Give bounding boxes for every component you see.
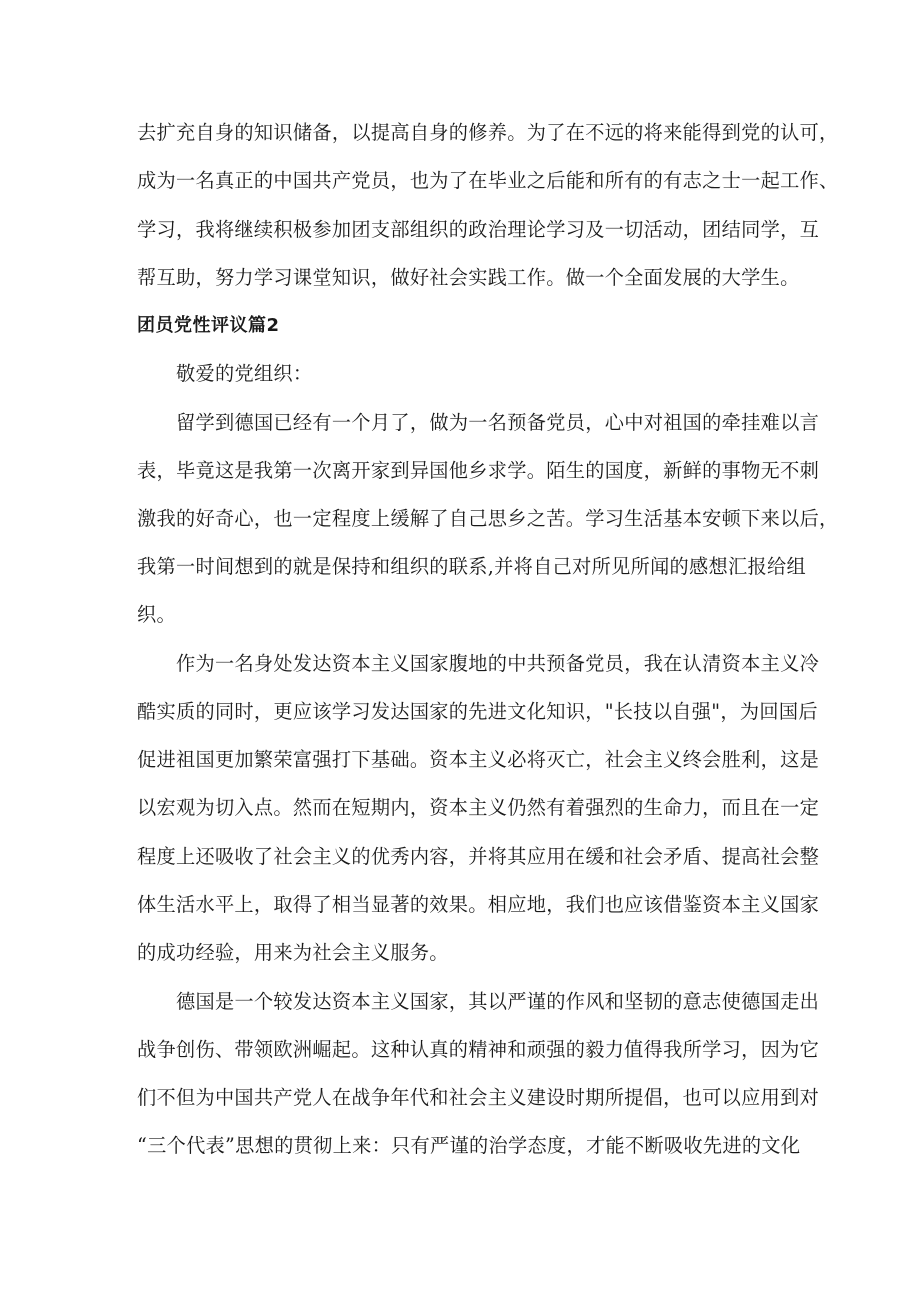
paragraph2-line: 酷实质的同时，更应该学习发达国家的先进文化知识，"长技以自强"，为回国后 <box>137 700 818 723</box>
paragraph2-line: 体生活水平上，取得了相当显著的效果。相应地，我们也应该借鉴资本主义国家 <box>137 893 820 916</box>
intro-line: 学习，我将继续积极参加团支部组织的政治理论学习及一切活动，团结同学，互 <box>137 218 820 241</box>
section-title: 团员党性评议篇2 <box>137 315 280 336</box>
paragraph2-line: 促进祖国更加繁荣富强打下基础。资本主义必将灭亡，社会主义终会胜利，这是 <box>137 748 820 771</box>
paragraph3-line: 战争创伤、带领欧洲崛起。这种认真的精神和顽强的毅力值得我所学习，因为它 <box>137 1038 820 1061</box>
paragraph1-line: 表，毕竟这是我第一次离开家到异国他乡求学。陌生的国度，新鲜的事物无不刺 <box>137 459 820 482</box>
paragraph2-line: 程度上还吸收了社会主义的优秀内容，并将其应用在缓和社会矛盾、提高社会整 <box>137 845 820 868</box>
paragraph1-line: 留学到德国已经有一个月了，做为一名预备党员，心中对祖国的牵挂难以言 <box>176 411 820 434</box>
paragraph3-line: 德国是一个较发达资本主义国家，其以严谨的作风和坚韧的意志使德国走出 <box>176 990 820 1013</box>
intro-line: 成为一名真正的中国共产党员，也为了在毕业之后能和所有的有志之士一起工作、 <box>137 169 839 192</box>
paragraph3-line: 们不但为中国共产党人在战争年代和社会主义建设时期所提倡，也可以应用到对 <box>137 1086 820 1109</box>
paragraph1-line: 织。 <box>137 603 176 626</box>
paragraph2-line: 作为一名身处发达资本主义国家腹地的中共预备党员，我在认清资本主义冷 <box>176 652 820 675</box>
paragraph2-line: 的成功经验，用来为社会主义服务。 <box>137 941 449 964</box>
intro-line: 帮互助，努力学习课堂知识，做好社会实践工作。做一个全面发展的大学生。 <box>137 266 800 289</box>
intro-line: 去扩充自身的知识储备，以提高自身的修养。为了在不远的将来能得到党的认可， <box>137 121 839 144</box>
paragraph3-line: “三个代表”思想的贯彻上来：只有严谨的治学态度，才能不断吸收先进的文化 <box>137 1134 801 1157</box>
paragraph1-line: 我第一时间想到的就是保持和组织的联系,并将自己对所见所闻的感想汇报给组 <box>137 555 806 578</box>
paragraph1-line: 激我的好奇心，也一定程度上缓解了自己思乡之苦。学习生活基本安顿下来以后， <box>137 507 839 530</box>
paragraph2-line: 以宏观为切入点。然而在短期内，资本主义仍然有着强烈的生命力，而且在一定 <box>137 796 820 819</box>
salutation: 敬爱的党组织： <box>176 362 313 385</box>
